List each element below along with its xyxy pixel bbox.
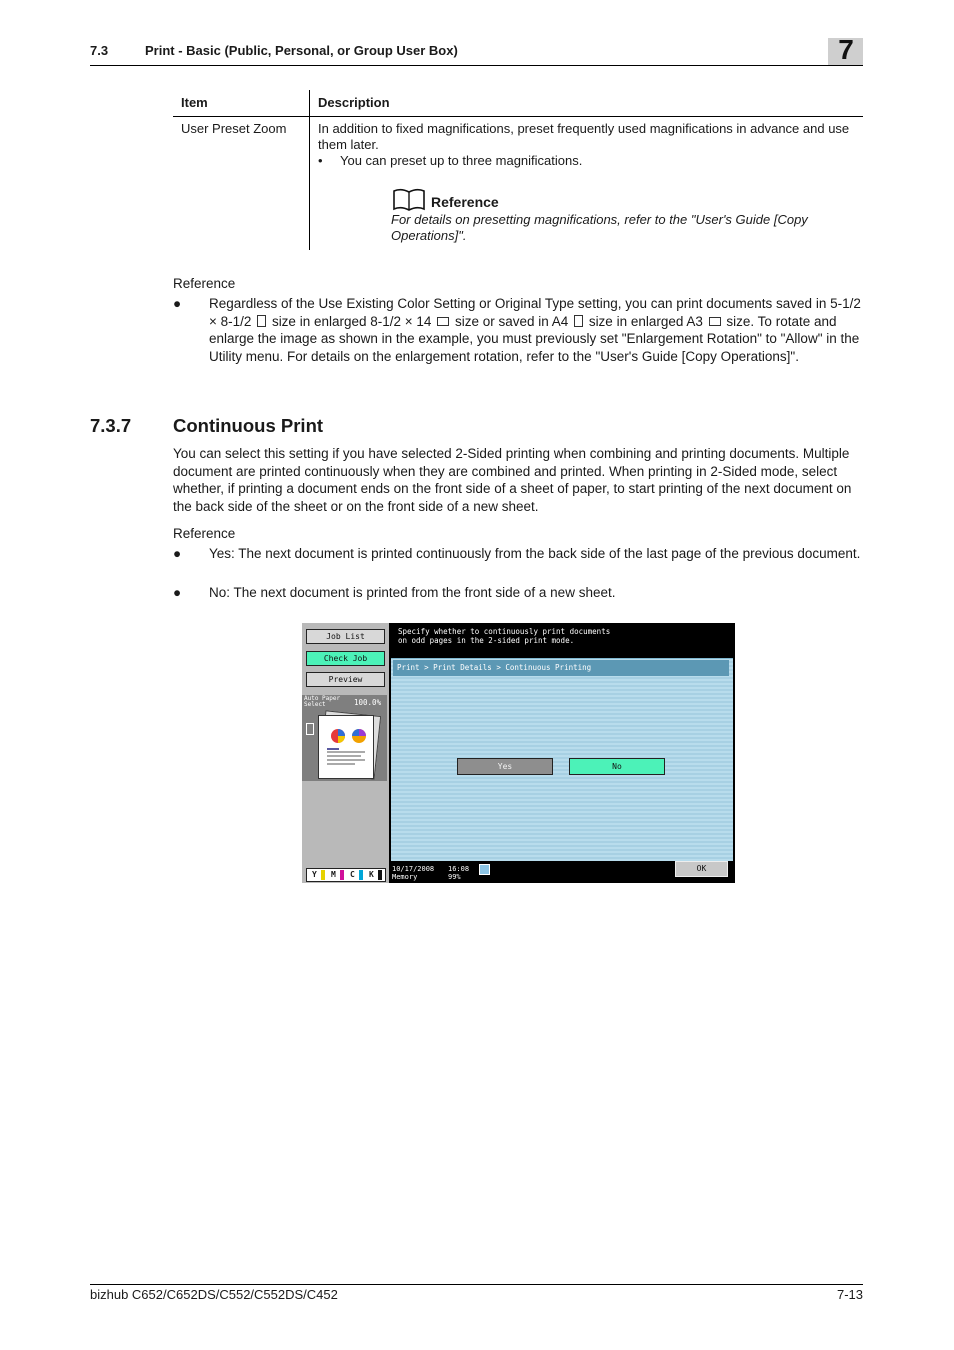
bullet-no-text: No: The next document is printed from the front side of a new sheet. <box>209 585 616 600</box>
pie-charts-icon <box>319 716 373 778</box>
toner-bar-m <box>340 870 344 880</box>
job-list-button[interactable]: Job List <box>306 629 385 644</box>
header-section-number: 7.3 <box>90 43 109 58</box>
check-job-button[interactable]: Check Job <box>306 651 385 666</box>
footer-page-number: 7-13 <box>836 1287 863 1302</box>
message-line-2: on odd pages in the 2-sided print mode. <box>398 636 575 645</box>
status-time-memory <box>448 865 469 881</box>
section-number: 7.3.7 <box>90 415 132 436</box>
paper-select-label: Auto Paper Select <box>304 695 341 708</box>
breadcrumb: Print > Print Details > Continuous Printing <box>393 660 729 676</box>
landscape-paper-icon <box>437 317 449 326</box>
no-button[interactable]: No <box>569 758 665 775</box>
settings-panel <box>391 658 733 861</box>
status-time: 16:08 <box>448 865 470 873</box>
status-date: 10/17/2008 <box>392 865 435 873</box>
paper-preview-panel <box>302 695 387 781</box>
toner-label-c: C <box>350 870 355 879</box>
reference-text: For details on presetting magnifications, refer to the "User's Guide [Copy Operations]". <box>391 212 808 243</box>
table-cell-bullet <box>318 153 858 169</box>
description-table <box>173 90 863 250</box>
header-rule <box>90 65 863 66</box>
paper-tray-icon <box>306 723 314 735</box>
ref-text-d: size in enlarged A3 <box>588 313 703 329</box>
bullet-dot: ● <box>173 546 182 561</box>
toner-bar-c <box>359 870 363 880</box>
preview-sheet <box>318 715 374 779</box>
toner-label-k: K <box>369 870 374 879</box>
message-line-1: Specify whether to continuously print documents <box>398 627 611 636</box>
preview-button[interactable]: Preview <box>306 672 385 687</box>
table-cell-item: User Preset Zoom <box>181 121 287 136</box>
toner-levels <box>306 868 386 882</box>
section-body: You can select this setting if you have selected 2-Sided printing when combining and printing documents. Multiple document are printed continuously when they are combined and printed. When printing in 2-Sided mode, select whether, if printing a document ends on the front side of a sheet of paper, to start printing of the next document on the back side of the sheet or on the front side of a new sheet. <box>173 446 852 515</box>
ref-text-b: size in enlarged 8-1/2 × 14 <box>271 313 432 329</box>
bullet-dot: • <box>318 153 323 168</box>
left-panel <box>302 623 389 883</box>
toner-label-m: M <box>331 870 336 879</box>
section-title: Continuous Print <box>173 415 324 436</box>
status-memory-label: Memory <box>392 873 418 881</box>
landscape-paper-icon <box>709 317 721 326</box>
ref-text-a: Regardless of the Use Existing Color Setting or Original Type setting, you can print documents saved in 5-1/2 × 8-1/2 <box>209 296 861 329</box>
bullet-yes-text: Yes: The next document is printed continuously from the back side of the last page of the previous document. <box>209 546 861 561</box>
portrait-paper-icon <box>574 315 583 327</box>
table-header-item: Item <box>181 95 208 110</box>
table-bullet-text: You can preset up to three magnifications. <box>340 153 583 168</box>
reference-bullet-text <box>209 295 863 366</box>
reference-title: Reference <box>431 194 499 210</box>
footer-rule <box>90 1284 863 1285</box>
bullet-dot: ● <box>173 585 182 600</box>
table-header-description: Description <box>318 95 390 110</box>
status-date-memory <box>392 865 434 881</box>
reference-label: Reference <box>173 276 236 291</box>
instruction-message <box>398 627 728 645</box>
table-header-rule <box>173 116 863 117</box>
ref-text-e: size. To rotate and enlarge the image as shown in the example, you must previously set "Enlargement Rotation" to "Allow" in the Utility menu. For details on the enlargement rotation, refer to the "User's Guide [Copy Operations]". <box>209 313 860 365</box>
reference-label: Reference <box>173 526 236 541</box>
ok-button[interactable]: OK <box>675 861 728 877</box>
toner-bar-k <box>378 870 382 880</box>
table-cell-description: In addition to fixed magnifications, preset frequently used magnifications in advance and use them later. <box>318 121 850 152</box>
toner-label-y: Y <box>312 870 317 879</box>
bullet-dot: ● <box>173 296 182 311</box>
footer-model: bizhub C652/C652DS/C552/C552DS/C452 <box>90 1287 338 1302</box>
ref-text-c: size or saved in A4 <box>454 313 569 329</box>
status-memory-value: 99% <box>448 873 461 881</box>
zoom-value: 100.0% <box>354 698 382 707</box>
portrait-paper-icon <box>257 315 266 327</box>
table-column-divider <box>309 90 310 250</box>
device-screen <box>302 623 735 883</box>
toner-bar-y <box>321 870 325 880</box>
yes-button[interactable]: Yes <box>457 758 553 775</box>
header-section-title: Print - Basic (Public, Personal, or Group User Box) <box>145 43 458 58</box>
network-status-icon <box>479 864 490 875</box>
chapter-number: 7 <box>838 34 854 65</box>
